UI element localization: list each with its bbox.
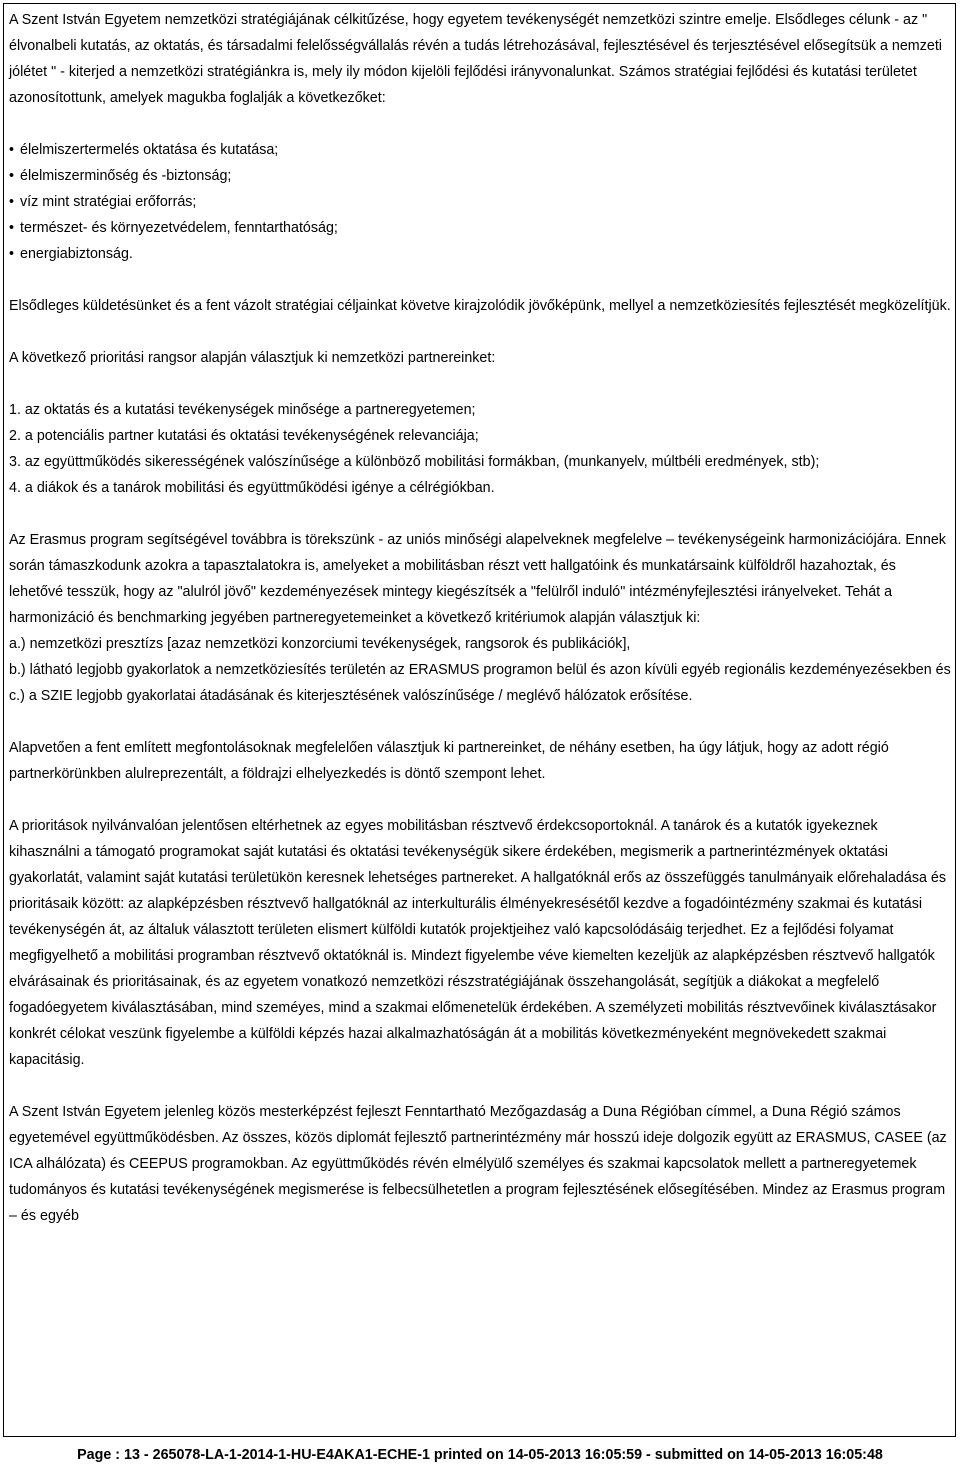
priority-list [9, 397, 951, 501]
list-item: 3. az együttműködés sikerességének valószínűsége a különböző mobilitási formákban, (munkanyelv, múltbéli eredmények, stb); [9, 454, 820, 470]
list-item: • víz mint stratégiai erőforrás; [9, 189, 951, 215]
list-item: b.) látható legjobb gyakorlatok a nemzetköziesítés területén az ERASMUS programon belül és azon kívüli egyéb regionális kezdeményezésekben és [9, 662, 951, 678]
spacer [9, 787, 951, 813]
list-item: • természet- és környezetvédelem, fenntarthatóság; [9, 215, 951, 241]
document-body [9, 7, 951, 1229]
list-item: 1. az oktatás és a kutatási tevékenységek minősége a partneregyetemen; [9, 402, 476, 418]
research-areas-list [9, 137, 951, 267]
list-item: • élelmiszerminőség és -biztonság; [9, 163, 951, 189]
spacer [9, 319, 951, 345]
spacer [9, 267, 951, 293]
mission-paragraph: Elsődleges küldetésünket és a fent vázolt stratégiai céljainkat követve kirajzolódik jövőképünk, mellyel a nemzetköziesítés fejlesztését megközelítjük. [9, 298, 951, 314]
page-footer: Page : 13 - 265078-LA-1-2014-1-HU-E4AKA1-ECHE-1 printed on 14-05-2013 16:05:59 - submitted on 14-05-2013 16:05:48 [77, 1447, 883, 1463]
joint-masters-paragraph: A Szent István Egyetem jelenleg közös mesterképzést fejleszt Fenntartható Mezőgazdaság a Duna Régióban címmel, a Duna Régió számos egyetemével együttműködésben. Az összes, közös diplomát fejlesztő partnerintézmény már hosszú ideje dolgozik együtt az ERASMUS, CASEE (az ICA alhálózata) és CEEPUS programokban. Az együttműködés révén elmélyülő személyes és szakmai kapcsolatok mellett a partneregyetemek tudományos és kutatási tevékenységének megismerése is felbecsülhetetlen a program fejlesztésének elősegítésében. Mindez az Erasmus program – és egyéb [9, 1104, 947, 1224]
geography-paragraph: Alapvetően a fent említett megfontolásoknak megfelelően választjuk ki partnereinket, de néhány esetben, ha úgy látjuk, hogy az adott régió partnerkörünkben alulreprezentált, a földrajzi elhelyezkedés is döntő szempont lehet. [9, 740, 889, 782]
spacer [9, 111, 951, 137]
intro-paragraph: A Szent István Egyetem nemzetközi stratégiájának célkitűzése, hogy egyetem tevékenységét nemzetközi szintre emelje. Elsődleges célunk - az " élvonalbeli kutatás, az oktatás, és társadalmi felelősségvállalás révén a tudás létrehozásával, fejlesztésével és terjesztésével elősegítsük a nemzeti jólétet " - kiterjed a nemzetközi stratégiánkra is, mely ily módon kijelöli fejlődési irányvonalunkat. Számos stratégiai fejlődési és kutatási területet azonosítottunk, amelyek magukba foglalják a következőket: [9, 12, 942, 106]
list-item: • élelmiszertermelés oktatása és kutatása; [9, 137, 951, 163]
list-item: • energiabiztonság. [9, 241, 951, 267]
list-item: 4. a diákok és a tanárok mobilitási és együttműködési igénye a célrégiókban. [9, 480, 495, 496]
erasmus-section [9, 527, 951, 709]
spacer [9, 371, 951, 397]
stakeholder-paragraph: A prioritások nyilvánvalóan jelentősen eltérhetnek az egyes mobilitásban résztvevő érdekcsoportoknál. A tanárok és a kutatók igyekeznek kihasználni a támogató programokat saját kutatási és oktatási tevékenységük sikere érdekében, megismerik a partnerintézmények oktatási gyakorlatát, valamint saját kutatási területükön keresnek lehetséges partnereket. A hallgatóknál erős az összefüggés tanulmányaik előrehaladása és prioritásaik között: az alapképzésben résztvevő hallgatóknál az interkulturális élményekresésétől kezdve a fogadóintézmény szakmai és kutatási tevékenységén át, az általuk választott területen elismert külföldi kutatók projektjeihez való kapcsolódásáig terjedhet. Ez a fejlődési folyamat megfigyelhető a mobilitási programban résztvevő oktatóknál is. Mindezt figyelembe véve kiemelten kezeljük az alapképzésben résztvevő hallgatók elvárásainak és prioritásainak, és az egyetem vonatkozó nemzetközi részstratégiájának összehangolását, segítjük a diákokat a megfelelő fogadóegyetem kiválasztásában, mind szeméyes, mind a szakmai előmenetelük érdekében. A személyzeti mobilitás résztvevőinek kiválasztásakor konkrét célokat veszünk figyelembe a külföldi képzés hazai alkalmazhatóságán át a mobilitás következményeként megnövekedett szakmai kapacitásig. [9, 818, 947, 1068]
list-item: c.) a SZIE legjobb gyakorlatai átadásának és kiterjesztésének valószínűsége / meglévő hálózatok erősítése. [9, 688, 693, 704]
spacer [9, 1073, 951, 1099]
list-item: a.) nemzetközi presztízs [azaz nemzetközi konzorciumi tevékenységek, rangsorok és publikációk], [9, 636, 631, 652]
list-item: 2. a potenciális partner kutatási és oktatási tevékenységének relevanciája; [9, 428, 479, 444]
spacer [9, 709, 951, 735]
spacer [9, 501, 951, 527]
priority-intro: A következő prioritási rangsor alapján választjuk ki nemzetközi partnereinket: [9, 350, 496, 366]
erasmus-paragraph: Az Erasmus program segítségével továbbra is törekszünk - az uniós minőségi alapelveknek megfelelve – tevékenységeink harmonizációjára. Ennek során támaszkodunk azokra a tapasztalatokra is, amelyeket a mobilitásban részt vett hallgatóink és munkatársaink külföldről hazahoztak, és lehetővé tesszük, hogy az "alulról jövő" kezdeményezések mintegy kiegészítsék a "felülről induló" intézményfejlesztési irányelveket. Tehát a harmonizáció és benchmarking jegyében partneregyetemeinket a következő kritériumok alapján választjuk ki: [9, 532, 946, 626]
